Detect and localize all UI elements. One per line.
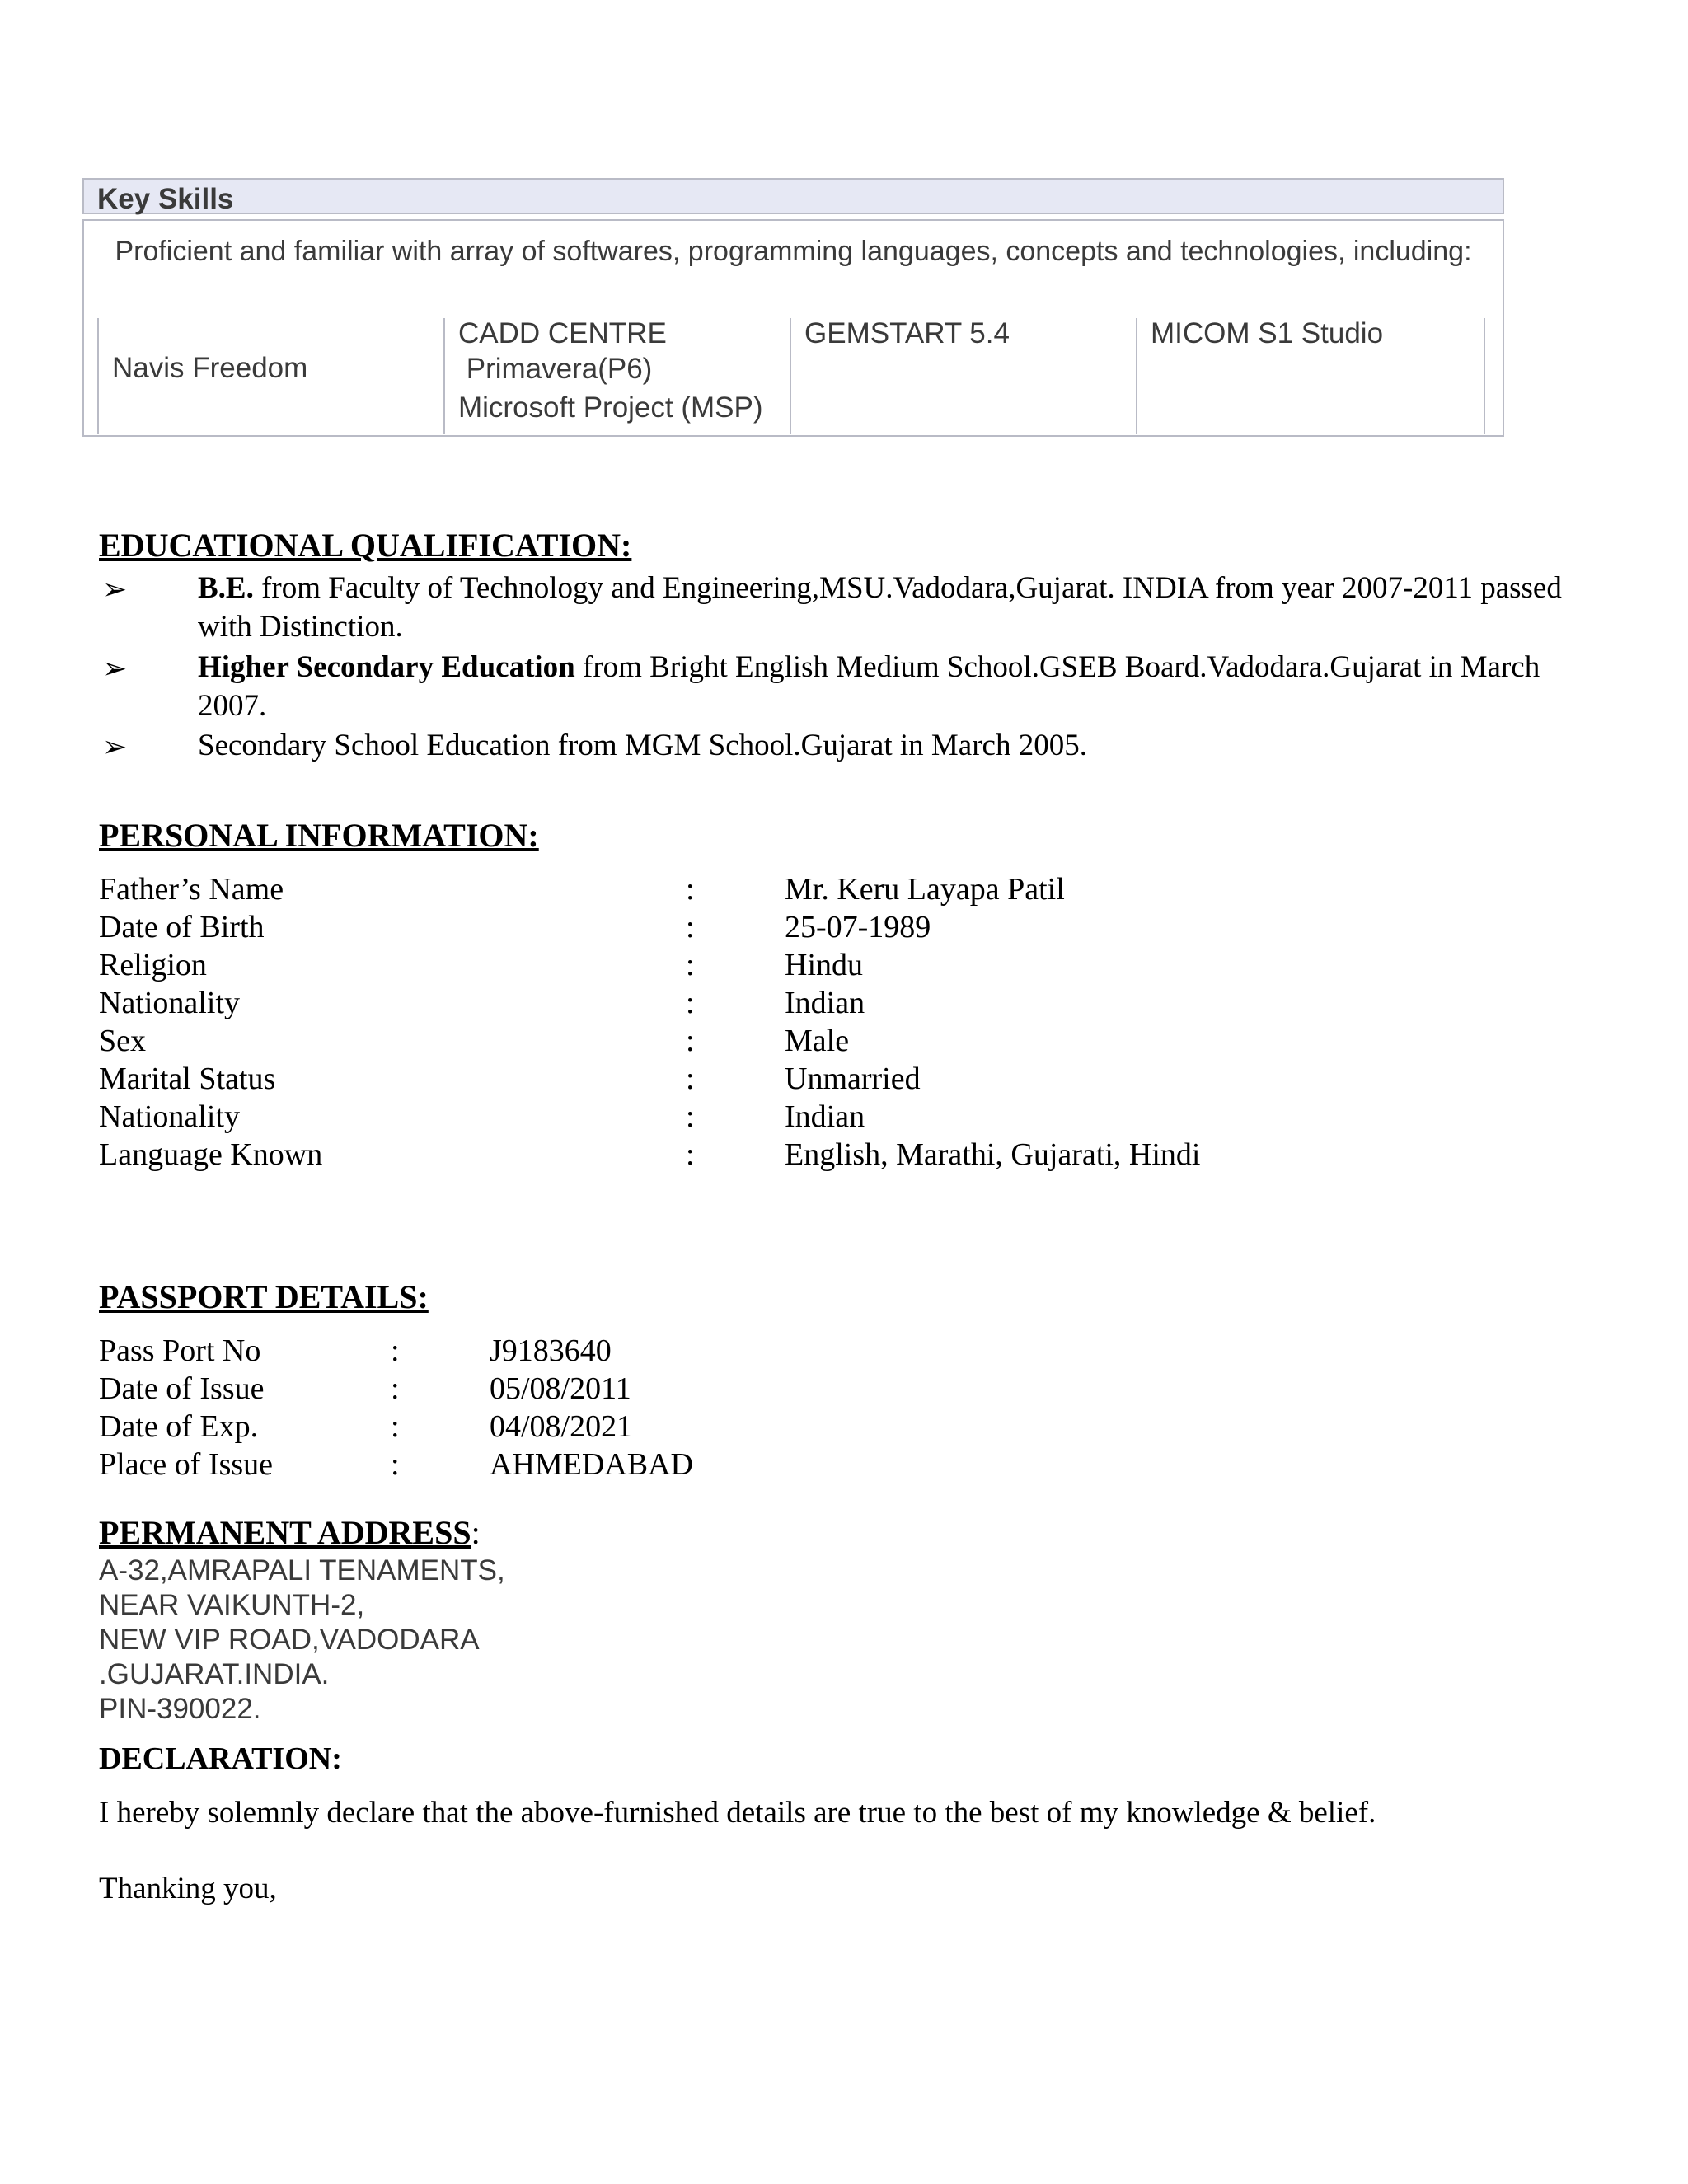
address-line: PIN-390022. — [99, 1693, 261, 1725]
table-divider — [1484, 318, 1485, 434]
row-value: English, Marathi, Gujarati, Hindi — [785, 1137, 1201, 1172]
table-divider — [97, 318, 99, 434]
education-item — [198, 726, 1566, 765]
address-line: NEW VIP ROAD,VADODARA — [99, 1624, 480, 1656]
skill-cell: GEMSTART 5.4 — [804, 317, 1010, 349]
education-item-text: from Faculty of Technology and Engineering,MSU.Vadodara,Gujarat. INDIA from year 2007-2011 passed with Distinction. — [198, 571, 1562, 644]
key-skills-title: Key Skills — [97, 183, 234, 215]
row-label: Father’s Name — [99, 872, 284, 907]
bullet-icon: ➢ — [102, 573, 128, 606]
row-separator: : — [686, 1062, 695, 1096]
row-value: Mr. Keru Layapa Patil — [785, 872, 1065, 907]
declaration-heading: DECLARATION: — [99, 1741, 342, 1776]
address-line: .GUJARAT.INDIA. — [99, 1658, 330, 1690]
row-label: Nationality — [99, 986, 240, 1020]
row-value: Indian — [785, 1099, 865, 1134]
personal-heading: PERSONAL INFORMATION: — [99, 817, 539, 854]
address-heading — [99, 1513, 481, 1552]
table-divider — [1136, 318, 1137, 434]
bullet-icon: ➢ — [102, 652, 128, 685]
row-separator: : — [686, 1024, 695, 1058]
row-separator: : — [391, 1447, 400, 1482]
education-heading: EDUCATIONAL QUALIFICATION: — [99, 527, 632, 564]
row-separator: : — [391, 1333, 400, 1368]
education-item — [198, 648, 1566, 725]
row-separator: : — [686, 872, 695, 907]
education-item-title: Higher Secondary Education — [198, 650, 575, 684]
address-heading-colon: : — [471, 1514, 481, 1551]
row-value: AHMEDABAD — [490, 1447, 693, 1482]
row-separator: : — [391, 1371, 400, 1406]
address-line: A-32,AMRAPALI TENAMENTS, — [99, 1554, 505, 1586]
row-value: Indian — [785, 986, 865, 1020]
closing-text: Thanking you, — [99, 1872, 277, 1905]
passport-heading: PASSPORT DETAILS: — [99, 1278, 429, 1315]
key-skills-header — [82, 178, 1504, 214]
row-value: 25-07-1989 — [785, 910, 931, 944]
row-separator: : — [686, 1099, 695, 1134]
row-separator: : — [686, 1137, 695, 1172]
row-label: Date of Birth — [99, 910, 265, 944]
address-line: NEAR VAIKUNTH-2, — [99, 1589, 365, 1621]
address-heading-text: PERMANENT ADDRESS — [99, 1514, 471, 1551]
skill-cell: Primavera(P6) — [458, 353, 653, 385]
row-value: 05/08/2011 — [490, 1371, 631, 1406]
table-divider — [790, 318, 791, 434]
row-label: Nationality — [99, 1099, 240, 1134]
skill-cell: Navis Freedom — [112, 352, 308, 384]
bullet-icon: ➢ — [102, 730, 128, 763]
row-label: Marital Status — [99, 1062, 276, 1096]
row-separator: : — [686, 986, 695, 1020]
education-item-title: B.E. — [198, 571, 254, 605]
declaration-text: I hereby solemnly declare that the above-furnished details are true to the best of my knowledge & belief. — [99, 1796, 1376, 1830]
row-label: Sex — [99, 1024, 146, 1058]
skill-cell: CADD CENTRE — [458, 317, 667, 349]
row-label: Pass Port No — [99, 1333, 261, 1368]
row-separator: : — [686, 948, 695, 982]
education-item-text: Secondary School Education from MGM School.Gujarat in March 2005. — [198, 729, 1087, 762]
row-label: Date of Exp. — [99, 1409, 259, 1444]
row-separator: : — [686, 910, 695, 944]
row-value: Male — [785, 1024, 850, 1058]
row-value: Unmarried — [785, 1062, 921, 1096]
table-divider — [443, 318, 445, 434]
skill-cell: Microsoft Project (MSP) — [458, 391, 763, 424]
row-label: Language Known — [99, 1137, 323, 1172]
row-value: Hindu — [785, 948, 863, 982]
key-skills-intro: Proficient and familiar with array of softwares, programming languages, concepts and technologies, including: — [115, 236, 1472, 267]
row-label: Date of Issue — [99, 1371, 265, 1406]
row-label: Religion — [99, 948, 207, 982]
skill-cell: MICOM S1 Studio — [1151, 317, 1384, 349]
row-value: 04/08/2021 — [490, 1409, 633, 1444]
row-separator: : — [391, 1409, 400, 1444]
education-item-text: from Bright English Medium School.GSEB Board.Vadodara.Gujarat in March 2007. — [198, 650, 1540, 723]
row-label: Place of Issue — [99, 1447, 274, 1482]
row-value: J9183640 — [490, 1333, 612, 1368]
education-item — [198, 569, 1566, 646]
